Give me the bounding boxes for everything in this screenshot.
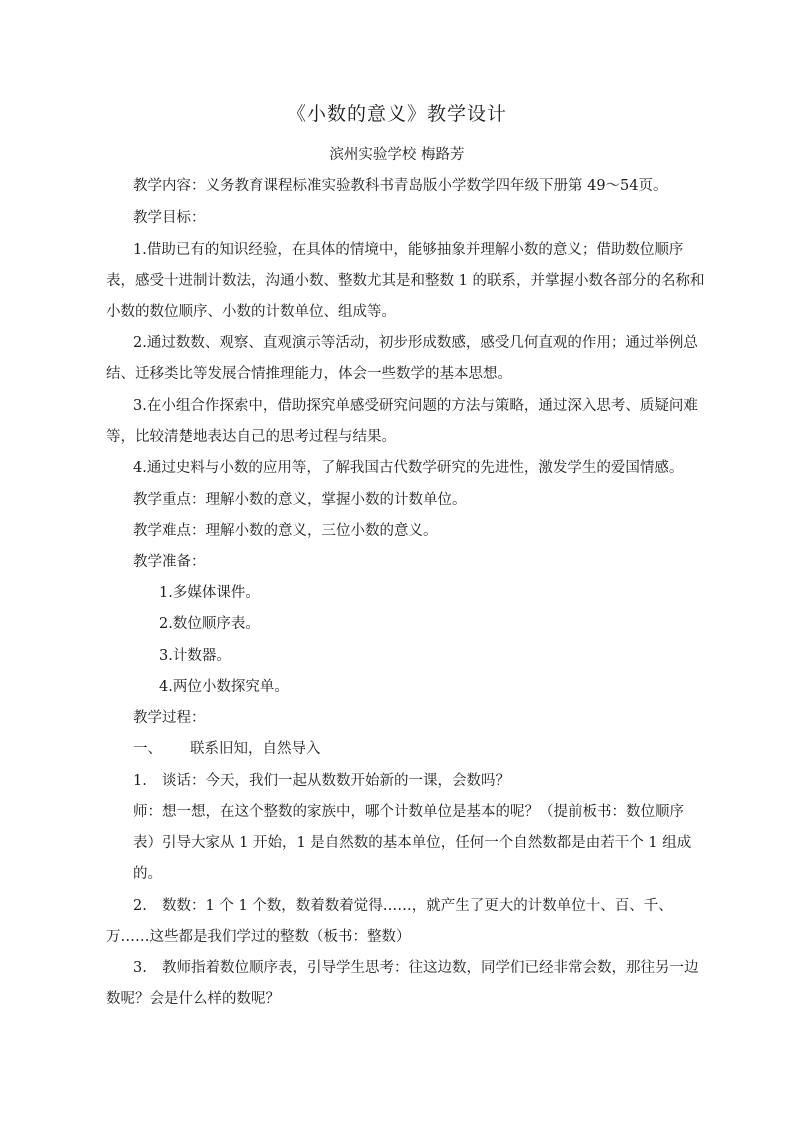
goal-3-line-2: 等，比较清楚地表达自己的思考过程与结果。 (106, 429, 396, 445)
section-1-title: 联系旧知，自然导入 (190, 741, 321, 757)
goal-3-line-1: 3.在小组合作探索中，借助探究单感受研究问题的方法与策略，通过深入思考、质疑问难 (133, 398, 698, 414)
goal-2-line-1: 2.通过数数、观察、直观演示等活动，初步形成数感，感受几何直观的作用；通过举例总 (133, 335, 698, 351)
step-3-number: 3. (133, 960, 147, 976)
step-1-text: 谈话：今天，我们一起从数数开始新的一课，会数吗？ (162, 773, 510, 789)
teacher-line-3: 的。 (133, 866, 162, 882)
prep-item-2: 2.数位顺序表。 (159, 616, 260, 632)
goals-heading: 教学目标： (133, 210, 206, 226)
author-line: 滨州实验学校 梅路芳 (329, 147, 465, 163)
prep-item-4: 4.两位小数探究单。 (159, 679, 289, 695)
step-3-text: 教师指着数位顺序表，引导学生思考：往这边数，同学们已经非常会数，那往另一边 (162, 960, 699, 976)
prep-item-3: 3.计数器。 (159, 648, 231, 664)
goal-4: 4.通过史料与小数的应用等，了解我国古代数学研究的先进性，激发学生的爱国情感。 (133, 460, 684, 476)
step-1-number: 1. (133, 773, 147, 789)
document-title: 《小数的意义》教学设计 (286, 103, 507, 125)
key-point: 教学重点：理解小数的意义，掌握小数的计数单位。 (133, 492, 467, 508)
goal-1-line-2: 表，感受十进制计数法，沟通小数、整数尤其是和整数 1 的联系，并掌握小数各部分的名称和 (106, 273, 705, 289)
step-3-line-2: 数呢？会是什么样的数呢？ (106, 991, 280, 1007)
prep-heading: 教学准备： (133, 554, 206, 570)
section-1-number: 一、 (133, 741, 162, 757)
goal-1-line-3: 小数的数位顺序、小数的计数单位、组成等。 (106, 304, 396, 320)
teaching-content: 教学内容：义务教育课程标准实验教科书青岛版小学数学四年级下册第 49～54页。 (133, 178, 668, 194)
goal-2-line-2: 结、迁移类比等发展合情推理能力，体会一些数学的基本思想。 (106, 366, 512, 382)
process-heading: 教学过程： (133, 710, 206, 726)
prep-item-1: 1.多媒体课件。 (159, 585, 260, 601)
difficulty: 教学难点：理解小数的意义，三位小数的意义。 (133, 523, 438, 539)
teacher-line-1: 师：想一想，在这个整数的家族中，哪个计数单位是基本的呢？（提前板书：数位顺序 (133, 804, 684, 820)
step-2-number: 2. (133, 898, 147, 914)
step-2-text: 数数：1 个 1 个数，数着数着觉得……，就产生了更大的计数单位十、百、千、 (162, 898, 673, 914)
goal-1-line-1: 1.借助已有的知识经验，在具体的情境中，能够抽象并理解小数的意义；借助数位顺序 (133, 242, 684, 258)
teacher-line-2: 表）引导大家从 1 开始，1 是自然数的基本单位，任何一个自然数都是由若干个 1 组成 (133, 835, 692, 851)
step-2-line-2: 万……这些都是我们学过的整数（板书：整数） (106, 929, 411, 945)
